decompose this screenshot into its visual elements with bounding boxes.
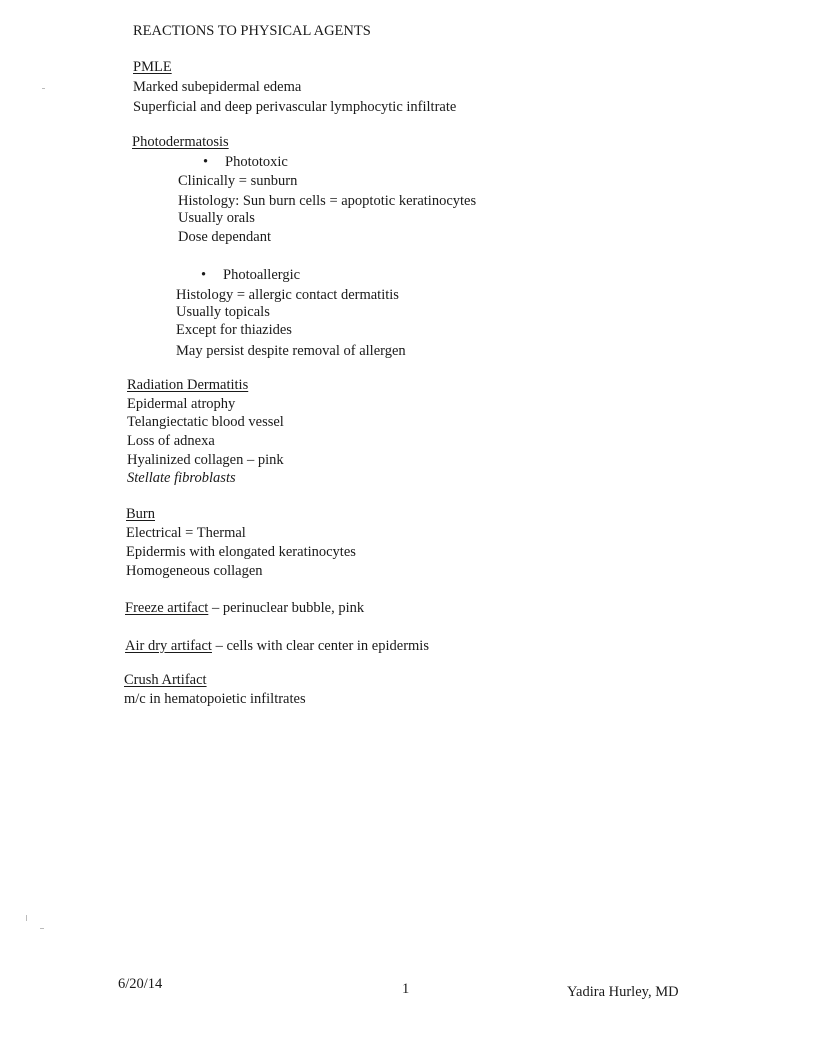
footer-author: Yadira Hurley, MD [567,984,679,1000]
pmle-line: Superficial and deep perivascular lymphocytic infiltrate [133,99,457,115]
section-heading-burn: Burn [126,506,155,522]
section-heading-crush: Crush Artifact [124,672,207,688]
air-dry-artifact-entry [125,637,429,655]
bullet-icon: • [203,154,209,170]
photoallergic-line: Usually topicals [176,304,270,320]
photoallergic-line: Histology = allergic contact dermatitis [176,287,399,303]
radiation-line: Loss of adnexa [127,433,215,449]
photoallergic-line: May persist despite removal of allergen [176,343,406,359]
bullet-icon: • [201,267,207,283]
pmle-line: Marked subepidermal edema [133,79,302,95]
radiation-line: Epidermal atrophy [127,396,236,412]
section-heading-radiation: Radiation Dermatitis [127,377,249,393]
phototoxic-line: Usually orals [178,210,255,226]
footer-date: 6/20/14 [118,976,163,992]
page-title: REACTIONS TO PHYSICAL AGENTS [133,23,371,39]
air-dry-artifact-text: – cells with clear center in epidermis [211,638,429,654]
crush-artifact-text: m/c in hematopoietic infiltrates [124,691,306,707]
freeze-artifact-text: – perinuclear bubble, pink [208,600,365,616]
burn-line: Homogeneous collagen [126,563,263,579]
phototoxic-line: Clinically = sunburn [178,173,298,189]
section-heading-photodermatosis: Photodermatosis [132,134,229,150]
burn-line: Electrical = Thermal [126,525,246,541]
radiation-line: Hyalinized collagen – pink [127,452,284,468]
burn-line: Epidermis with elongated keratinocytes [126,544,356,560]
phototoxic-line: Histology: Sun burn cells = apoptotic keratinocytes [178,193,477,209]
radiation-line-italic: Stellate fibroblasts [127,470,236,486]
bullet-item-photoallergic [201,266,300,284]
scan-speck [26,915,27,921]
radiation-line: Telangiectatic blood vessel [127,414,284,430]
section-heading-freeze: Freeze artifact [125,600,209,616]
bullet-label: Phototoxic [225,154,288,170]
bullet-label: Photoallergic [223,267,301,283]
bullet-item-phototoxic [203,153,288,171]
phototoxic-line: Dose dependant [178,229,272,245]
footer-page-number: 1 [402,981,410,997]
section-heading-airdry: Air dry artifact [125,638,212,654]
photoallergic-line: Except for thiazides [176,322,292,338]
scan-speck [40,928,44,929]
freeze-artifact-entry [125,599,364,617]
section-heading-pmle: PMLE [133,59,172,75]
scan-speck [42,88,45,89]
